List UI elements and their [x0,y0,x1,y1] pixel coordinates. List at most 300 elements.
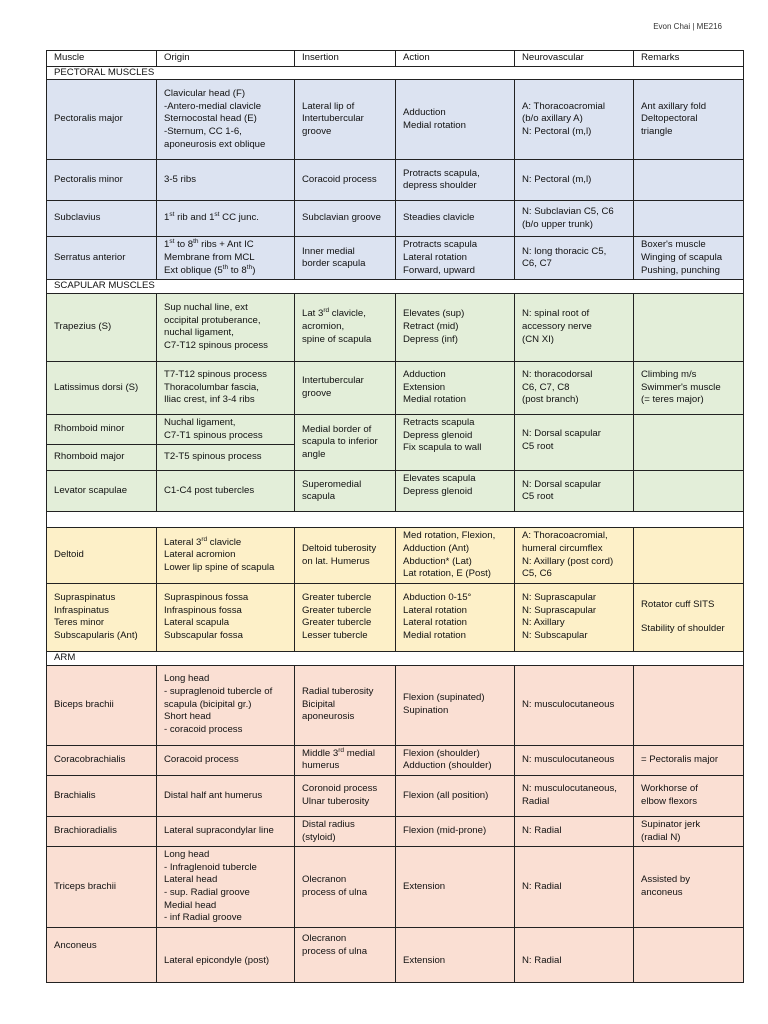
text-line: Sternocostal head (E) [164,113,257,125]
origin-cell [157,583,295,651]
text-line: N: Radial [522,825,562,837]
section-row [47,280,744,294]
text-line: Pushing, punching [641,264,720,276]
text-line: Protracts scapula, [403,167,480,179]
text-line: 1st to 8th ribs + Ant IC [164,238,254,251]
text-line: Thoracolumbar fascia, [164,381,259,393]
origin-cell [157,445,295,471]
text-line: (= teres major) [641,394,704,406]
text-line: Distal radius [302,818,355,830]
text-line: - supraglenoid tubercle of [164,686,273,698]
table-row [47,665,744,745]
text-line: Long head [164,849,210,861]
remarks-cell [634,80,744,160]
text-line: Retracts scapula [403,416,475,428]
text-line: Greater tubercle [302,604,372,616]
text-line: Middle 3rd medial [302,746,375,759]
text-line: Winging of scapula [641,251,723,263]
action-cell [396,160,515,201]
text-line: Boxer's muscle [641,239,706,251]
text-line: A: Thoracoacromial, [522,530,608,542]
remarks-cell [634,160,744,201]
text-line: Medial rotation [403,119,466,131]
text-line: Flexion (all position) [403,789,489,801]
insertion-cell [295,745,396,775]
origin-cell [157,361,295,414]
text-line: aponeurosis ext oblique [164,138,266,150]
action-cell [396,928,515,983]
insertion-cell [295,237,396,280]
text-line: nuchal ligament, [164,327,234,339]
origin-cell [157,414,295,444]
text-line: Infraspinous fossa [164,604,242,616]
origin-cell [157,665,295,745]
table-row [47,847,744,928]
insertion-cell [295,528,396,584]
neurovascular-cell [515,293,634,361]
text-line: acromion, [302,321,345,333]
text-line: N: musculocutaneous, [522,783,617,795]
text-line: N: long thoracic C5, [522,245,607,257]
action-cell [396,847,515,928]
muscle-cell [47,361,157,414]
text-line: Lat rotation, E (Post) [403,568,491,580]
text-line: Membrane from MCL [164,251,255,263]
action-cell [396,414,515,470]
text-line: spine of scapula [302,333,372,345]
action-cell [396,80,515,160]
origin-cell [157,237,295,280]
text-line: Bicipital [302,698,336,710]
text-line: Lower lip spine of scapula [164,561,275,573]
text-line: Workhorse of [641,783,698,795]
column-header: Origin [157,51,295,67]
text-line: Subclavian groove [302,212,381,224]
neurovascular-cell [515,775,634,816]
text-line: N: Suprascapular [522,592,597,604]
text-line: C6, C7 [522,258,552,270]
action-cell [396,528,515,584]
text-line: Ant axillary fold [641,100,707,112]
text-line: N: Suprascapular [522,604,597,616]
text-line: process of ulna [302,945,368,957]
text-line: anconeus [641,887,683,899]
muscle-cell [47,80,157,160]
text-line: (styloid) [302,831,336,843]
text-line: Coracoid process [164,753,239,765]
text-line: C6, C7, C8 [522,381,570,393]
origin-cell [157,928,295,983]
text-line: (CN XI) [522,333,554,345]
text-line: Elevates scapula [403,473,476,485]
text-line: N: musculocutaneous [522,753,615,765]
table-row [47,201,744,237]
text-line: Depress (inf) [403,333,458,345]
insertion-cell [295,583,396,651]
text-line: Forward, upward [403,264,475,276]
origin-cell [157,847,295,928]
muscle-name: Latissimus dorsi (S) [54,381,139,393]
text-line: Lateral 3rd clavicle [164,535,242,548]
text-line: Abduction* (Lat) [403,555,472,567]
insertion-cell [295,414,396,470]
insertion-cell [295,775,396,816]
text-line: C1-C4 post tubercles [164,484,255,496]
action-cell [396,361,515,414]
table-header-row [47,51,744,67]
text-line: Superomedial [302,478,362,490]
muscle-cell [47,847,157,928]
text-line: Flexion (supinated) [403,692,485,704]
table-row [47,237,744,280]
text-line: Elevates (sup) [403,308,465,320]
text-line: Retract (mid) [403,321,459,333]
neurovascular-cell [515,201,634,237]
remarks-cell [634,528,744,584]
text-line: Lat 3rd clavicle, [302,307,366,320]
neurovascular-cell [515,928,634,983]
text-line: Lateral head [164,874,218,886]
action-cell [396,293,515,361]
origin-cell [157,80,295,160]
muscle-name: Subclavius [54,212,101,224]
text-line: Lateral scapula [164,617,230,629]
text-line: elbow flexors [641,795,697,807]
text-line: Short head [164,711,211,723]
text-line: Depress glenoid [403,429,473,441]
origin-cell [157,816,295,846]
text-line: T2-T5 spinous process [164,451,262,463]
text-line: Extension [403,954,446,966]
text-line: Supinator jerk [641,818,701,830]
remarks-cell [634,847,744,928]
origin-cell [157,471,295,512]
text-line: N: Radial [522,880,562,892]
column-header: Insertion [295,51,396,67]
origin-cell [157,293,295,361]
action-cell [396,237,515,280]
action-cell [396,745,515,775]
text-line: aponeurosis [302,711,355,723]
text-line: Deltopectoral [641,113,698,125]
muscle-cell [47,928,157,983]
muscle-name: Rhomboid major [54,451,125,463]
text-line: groove [302,387,332,399]
text-line: border scapula [302,258,366,270]
text-line: Extension [403,381,446,393]
muscle-cell [47,201,157,237]
insertion-cell [295,665,396,745]
text-line: angle [302,448,326,460]
text-line: Supination [403,705,449,717]
text-line: Flexion (mid-prone) [403,825,487,837]
table-row [47,361,744,414]
muscle-table [46,50,744,983]
muscle-cell [47,237,157,280]
table-row [47,528,744,584]
origin-cell [157,160,295,201]
muscle-cell [47,816,157,846]
action-cell [396,471,515,512]
neurovascular-cell [515,665,634,745]
remarks-cell [634,775,744,816]
muscle-name: Trapezius (S) [54,321,112,333]
text-line: Supraspinous fossa [164,592,249,604]
action-cell [396,201,515,237]
muscle-cell [47,293,157,361]
section-row [47,651,744,665]
text-line: Abduction 0-15° [403,592,472,604]
text-line: N: musculocutaneous [522,698,615,710]
text-line: Assisted by [641,874,691,886]
text-line: C5, C6 [522,568,552,580]
muscle-name: Coracobrachialis [54,753,126,765]
insertion-cell [295,847,396,928]
text-line: Ulnar tuberosity [302,795,370,807]
remarks-cell [634,471,744,512]
table-row [47,775,744,816]
text-line: Steadies clavicle [403,212,475,224]
text-line: C5 root [522,491,554,503]
insertion-cell [295,160,396,201]
muscle-cell [47,528,157,584]
text-line: Ext oblique (5th to 8th) [164,263,256,276]
muscle-name: Biceps brachii [54,698,114,710]
blank-cell [47,512,744,528]
muscle-cell [47,471,157,512]
text-line: - inf Radial groove [164,912,242,924]
text-line: Medial border of [302,423,372,435]
muscle-cell [47,445,157,471]
origin-cell [157,528,295,584]
neurovascular-cell [515,471,634,512]
text-line: - coracoid process [164,724,243,736]
text-line: C7-T1 spinous process [164,429,263,441]
text-line: (b/o axillary A) [522,113,583,125]
text-line: N: thoracodorsal [522,368,593,380]
column-header: Neurovascular [515,51,634,67]
muscle-cell [47,665,157,745]
page-header: Evon Chai | ME216 [653,22,722,31]
insertion-cell [295,80,396,160]
column-header: Action [396,51,515,67]
text-line: Medial head [164,899,217,911]
text-line: groove [302,126,332,138]
text-line: N: Subscapular [522,630,588,642]
text-line: Radial [522,795,550,807]
text-line: N: Radial [522,954,562,966]
neurovascular-cell [515,237,634,280]
muscle-cell [47,583,157,651]
text-line: N: Pectoral (m,l) [522,173,592,185]
muscle-cell [47,160,157,201]
table-row [47,745,744,775]
text-line: Protracts scapula [403,239,478,251]
text-line: humeral circumflex [522,542,603,554]
text-line: 3-5 ribs [164,173,196,185]
text-line: Lateral rotation [403,251,467,263]
table-row [47,471,744,512]
text-line: Lateral rotation [403,617,467,629]
blank-row [47,512,744,528]
muscle-name: Deltoid [54,549,84,561]
text-line: Extension [403,880,446,892]
text-line: Lesser tubercle [302,630,368,642]
section-title: SCAPULAR MUSCLES [47,280,744,294]
text-line: Flexion (shoulder) [403,747,480,759]
text-line: Olecranon [302,874,347,886]
text-line: Coracoid process [302,173,377,185]
muscle-name: Brachialis [54,789,96,801]
muscle-cell [47,745,157,775]
neurovascular-cell [515,816,634,846]
text-line: (radial N) [641,831,681,843]
remarks-cell [634,928,744,983]
insertion-cell [295,928,396,983]
column-header: Muscle [47,51,157,67]
neurovascular-cell [515,745,634,775]
text-line: scapula (bicipital gr.) [164,698,252,710]
text-line: Iliac crest, inf 3-4 ribs [164,394,255,406]
text-line: - Infraglenoid tubercle [164,861,257,873]
text-line: N: Subclavian C5, C6 [522,206,614,218]
text-line: scapula to inferior [302,436,378,448]
text-line: A: Thoracoacromial [522,100,606,112]
insertion-cell [295,816,396,846]
action-cell [396,583,515,651]
text-line: Lateral rotation [403,604,467,616]
neurovascular-cell [515,80,634,160]
action-cell [396,775,515,816]
muscle-name: Anconeus [54,940,97,952]
text-line: Adduction (Ant) [403,542,470,554]
text-line: N: Axillary [522,617,565,629]
text-line: Inner medial [302,245,355,257]
section-title: ARM [47,651,744,665]
text-line: Subscapular fossa [164,630,243,642]
text-line: N: Dorsal scapular [522,427,601,439]
muscle-name: Supraspinatus [54,592,116,604]
muscle-name: Subscapularis (Ant) [54,630,138,642]
neurovascular-cell [515,528,634,584]
text-line: depress shoulder [403,180,477,192]
text-line: C7-T12 spinous process [164,340,268,352]
text-line: scapula [302,491,336,503]
insertion-cell [295,361,396,414]
text-line: Radial tuberosity [302,686,374,698]
action-cell [396,816,515,846]
text-line: Sup nuchal line, ext [164,302,248,314]
section-title: PECTORAL MUSCLES [47,66,744,80]
action-cell [396,665,515,745]
table-row [47,414,744,444]
text-line: (b/o upper trunk) [522,218,593,230]
remarks-cell [634,293,744,361]
neurovascular-cell [515,847,634,928]
text-line: N: spinal root of [522,308,590,320]
text-line: Stability of shoulder [641,622,725,634]
text-line: Rotator cuff SITS [641,599,715,611]
table-row [47,816,744,846]
table-row [47,583,744,651]
text-line: Adduction (shoulder) [403,760,492,772]
text-line: Lateral epicondyle (post) [164,954,270,966]
insertion-cell [295,293,396,361]
text-line: Intertubercular [302,113,364,125]
remarks-cell [634,745,744,775]
text-line: Adduction [403,107,446,119]
text-line: C5 root [522,440,554,452]
insertion-cell [295,471,396,512]
table-row [47,928,744,983]
section-row [47,66,744,80]
neurovascular-cell [515,583,634,651]
text-line: = Pectoralis major [641,753,719,765]
text-line: - sup. Radial groove [164,887,250,899]
text-line: N: Pectoral (m,l) [522,126,592,138]
remarks-cell [634,361,744,414]
remarks-cell [634,201,744,237]
text-line: Swimmer's muscle [641,381,721,393]
text-line: accessory nerve [522,321,592,333]
text-line: occipital protuberance, [164,314,261,326]
remarks-cell [634,665,744,745]
text-line: Lateral supracondylar line [164,825,274,837]
muscle-cell [47,775,157,816]
muscle-name: Pectoralis major [54,113,123,125]
text-line: Medial rotation [403,394,466,406]
text-line: Clavicular head (F) [164,88,246,100]
text-line: T7-T12 spinous process [164,368,267,380]
text-line: Nuchal ligament, [164,416,236,428]
text-line: process of ulna [302,887,368,899]
remarks-cell [634,414,744,470]
text-line: N: Axillary (post cord) [522,555,614,567]
remarks-cell [634,237,744,280]
text-line: Depress glenoid [403,485,473,497]
text-line: Deltoid tuberosity [302,542,377,554]
text-line: 1st rib and 1st CC junc. [164,211,259,224]
neurovascular-cell [515,160,634,201]
muscle-name: Teres minor [54,617,105,629]
insertion-cell [295,201,396,237]
neurovascular-cell [515,414,634,470]
text-line: triangle [641,126,673,138]
text-line: Greater tubercle [302,617,372,629]
muscle-name: Pectoralis minor [54,173,123,185]
column-header: Remarks [634,51,744,67]
muscle-name: Serratus anterior [54,251,126,263]
muscle-name: Rhomboid minor [54,423,125,435]
neurovascular-cell [515,361,634,414]
text-line: -Antero-medial clavicle [164,100,262,112]
text-line: (post branch) [522,394,579,406]
text-line: Fix scapula to wall [403,442,482,454]
muscle-name: Triceps brachii [54,880,117,892]
remarks-cell [634,583,744,651]
text-line: Intertubercular [302,375,364,387]
muscle-name: Levator scapulae [54,484,128,496]
table-row [47,80,744,160]
origin-cell [157,201,295,237]
text-line: on lat. Humerus [302,555,370,567]
text-line: Olecranon [302,933,347,945]
text-line: -Sternum, CC 1-6, [164,126,242,138]
muscle-name: Brachioradialis [54,825,117,837]
text-line: Medial rotation [403,630,466,642]
origin-cell [157,775,295,816]
text-line: humerus [302,760,340,772]
